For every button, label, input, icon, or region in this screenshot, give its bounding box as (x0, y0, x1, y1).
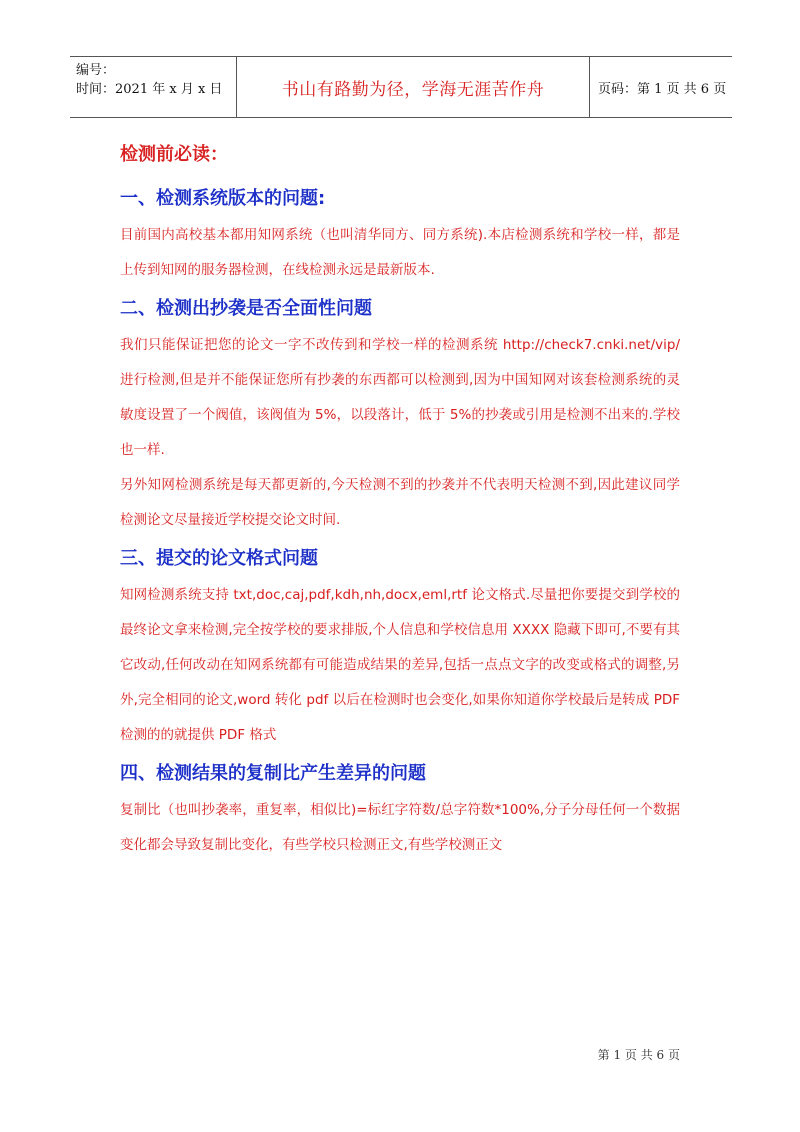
paragraph: 知网检测系统支持 txt,doc,caj,pdf,kdh,nh,docx,eml,rtf 论文格式.尽量把你要提交到学校的最终论文拿来检测,完全按学校的要求排版,个人信息和学校信息用 XXXX 隐藏下即可,不要有其它改动,任何改动在知网系统都有可能造成结果的差异,包括一点点文字的改变或格式的调整,另外,完全相同的论文,word 转化 pdf 以后在检测时也会变化,如果你知道你学校最后是转成 PDF 检测的的就提供 PDF 格式 (120, 587, 680, 743)
page-header (70, 56, 732, 118)
section-copy-ratio (120, 761, 680, 863)
section-version (120, 186, 680, 288)
section-heading: 二、检测出抄袭是否全面性问题 (120, 298, 372, 319)
section-heading: 四、检测结果的复制比产生差异的问题 (120, 763, 426, 784)
section-heading: 一、检测系统版本的问题: (120, 188, 326, 209)
page-title: 检测前必读： (120, 144, 228, 165)
time-label: 时间：2021 年 x 月 x 日 (76, 82, 223, 97)
page-footer: 第 1 页 共 6 页 (597, 1048, 680, 1062)
header-left (76, 61, 238, 99)
paragraph: 另外知网检测系统是每天都更新的,今天检测不到的抄袭并不代表明天检测不到,因此建议同学检测论文尽量接近学校提交论文时间. (120, 477, 680, 528)
paragraph: 我们只能保证把您的论文一字不改传到和学校一样的检测系统 http://check7.cnki.net/vip/ 进行检测,但是并不能保证您所有抄袭的东西都可以检测到,因为中国知网对该套检测系统的灵敏度设置了一个阀值，该阀值为 5%，以段落计，低于 5%的抄袭或引用是检测不出来的.学校也一样. (120, 337, 680, 458)
header-page-label: 页码：第 1 页 共 6 页 (598, 81, 727, 97)
section-heading: 三、提交的论文格式问题 (120, 548, 318, 569)
header-motto: 书山有路勤为径，学海无涯苦作舟 (236, 57, 590, 117)
document-body (120, 142, 680, 871)
paragraph: 复制比（也叫抄袭率，重复率，相似比)=标红字符数/总字符数*100%,分子分母任何一个数据变化都会导致复制比变化，有些学校只检测正文,有些学校测正文 (120, 802, 680, 853)
paragraph: 目前国内高校基本都用知网系统（也叫清华同方、同方系统).本店检测系统和学校一样，都是上传到知网的服务器检测，在线检测永远是最新版本. (120, 227, 680, 278)
section-format (120, 546, 680, 753)
number-label: 编号： (76, 63, 116, 78)
section-completeness (120, 296, 680, 538)
